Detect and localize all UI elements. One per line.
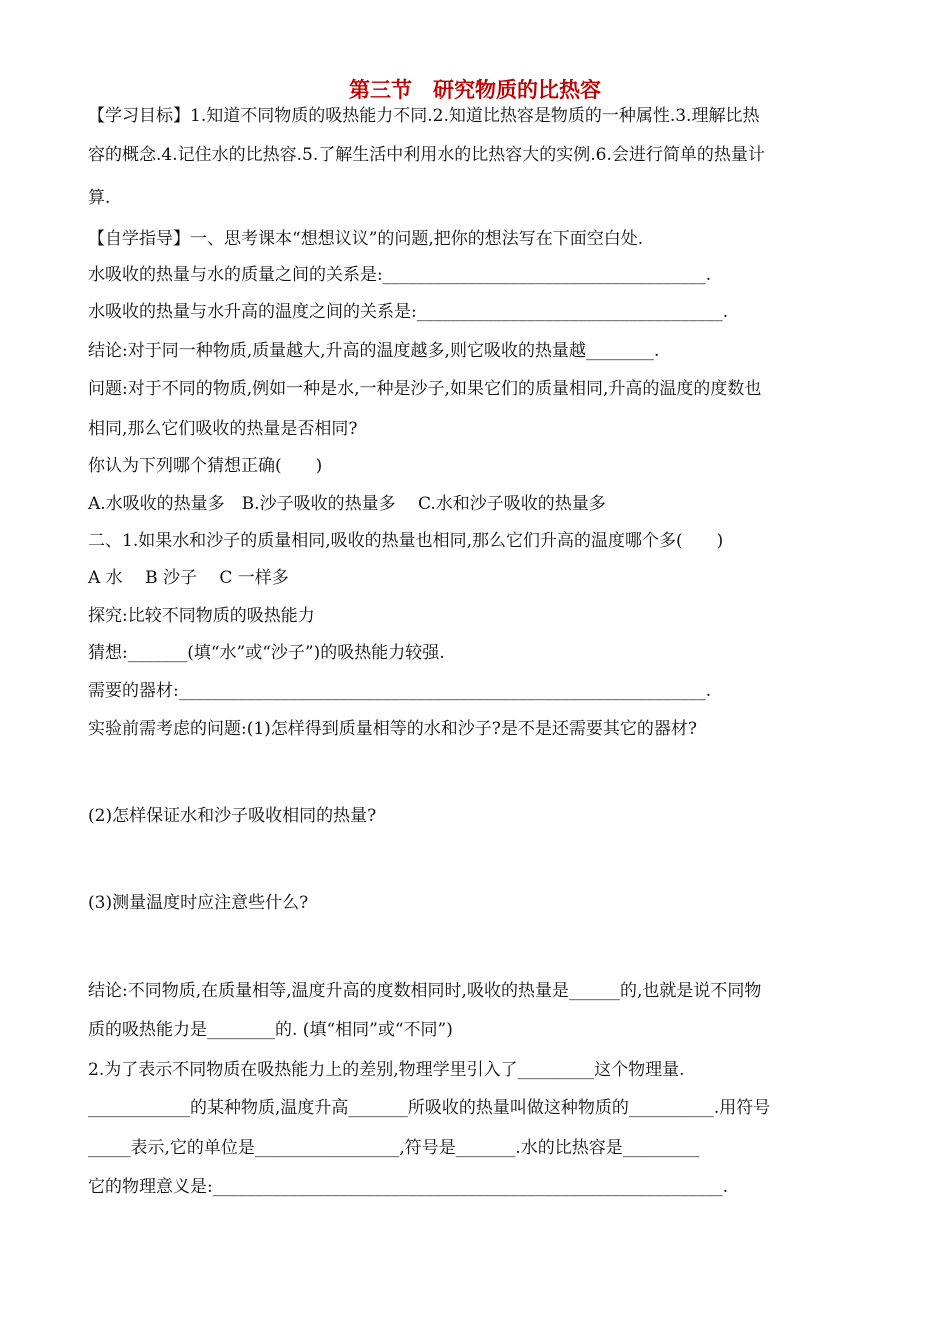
text-line-conclusion-2a: 结论:不同物质,在质量相等,温度升高的度数相同时,吸收的热量是______的,也就是说不同物 (88, 981, 762, 1001)
text-line-physical-meaning: 它的物理意义是:____________________________________________________________. (88, 1177, 729, 1197)
text-line-question-1: 问题:对于不同的物质,例如一种是水,一种是沙子,如果它们的质量相同,升高的温度的度数也 (88, 379, 762, 399)
text-line-part2-options: A 水 B 沙子 C 一样多 (88, 568, 289, 588)
text-line-measure-temp: (3)测量温度时应注意些什么? (88, 893, 309, 913)
text-line-definition: ____________的某种物质,温度升高_______所吸收的热量叫做这种物质的__________.用符号 (88, 1098, 771, 1118)
text-line-equipment: 需要的器材:______________________________________________________________. (88, 681, 712, 701)
text-line-objectives-3: 算. (88, 188, 111, 208)
text-line-explore: 探究:比较不同物质的吸热能力 (88, 606, 315, 626)
text-line-conclusion-2b: 质的吸热能力是________的. (填“相同”或“不同”) (88, 1020, 453, 1040)
text-line-temp-relation: 水吸收的热量与水升高的温度之间的关系是:____________________________________. (88, 302, 729, 322)
text-line-objectives-1: 【学习目标】1.知道不同物质的吸热能力不同.2.知道比热容是物质的一种属性.3.理解比热 (88, 106, 760, 126)
text-line-part2-question: 二、1.如果水和沙子的质量相同,吸收的热量也相同,那么它们升高的温度哪个多( ) (88, 531, 724, 551)
text-line-specific-heat-intro: 2.为了表示不同物质在吸热能力上的差别,物理学里引入了_________这个物理量. (88, 1060, 685, 1080)
text-line-symbol-unit: _____表示,它的单位是_________________,符号是_______.水的比热容是_________ (88, 1138, 700, 1158)
text-line-guess-options: A.水吸收的热量多 B.沙子吸收的热量多 C.水和沙子吸收的热量多 (88, 494, 606, 514)
text-line-same-heat: (2)怎样保证水和沙子吸收相同的热量? (88, 806, 377, 826)
text-line-conclusion-1: 结论:对于同一种物质,质量越大,升高的温度越多,则它吸收的热量越________. (88, 341, 660, 361)
page-title: 第三节 研究物质的比热容 (349, 78, 601, 102)
text-line-objectives-2: 容的概念.4.记住水的比热容.5.了解生活中利用水的比热容大的实例.6.会进行简单的热量计 (88, 145, 765, 165)
text-line-question-2: 相同,那么它们吸收的热量是否相同? (88, 419, 358, 439)
text-line-pre-experiment: 实验前需考虑的问题:(1)怎样得到质量相等的水和沙子?是不是还需要其它的器材? (88, 719, 698, 739)
text-line-guide-heading: 【自学指导】一、思考课本“想想议议”的问题,把你的想法写在下面空白处. (88, 229, 644, 249)
text-line-guess-prompt: 你认为下列哪个猜想正确( ) (88, 456, 323, 476)
text-line-hypothesis: 猜想:_______(填“水”或“沙子”)的吸热能力较强. (88, 643, 445, 663)
text-line-mass-relation: 水吸收的热量与水的质量之间的关系是:______________________________________. (88, 265, 712, 285)
